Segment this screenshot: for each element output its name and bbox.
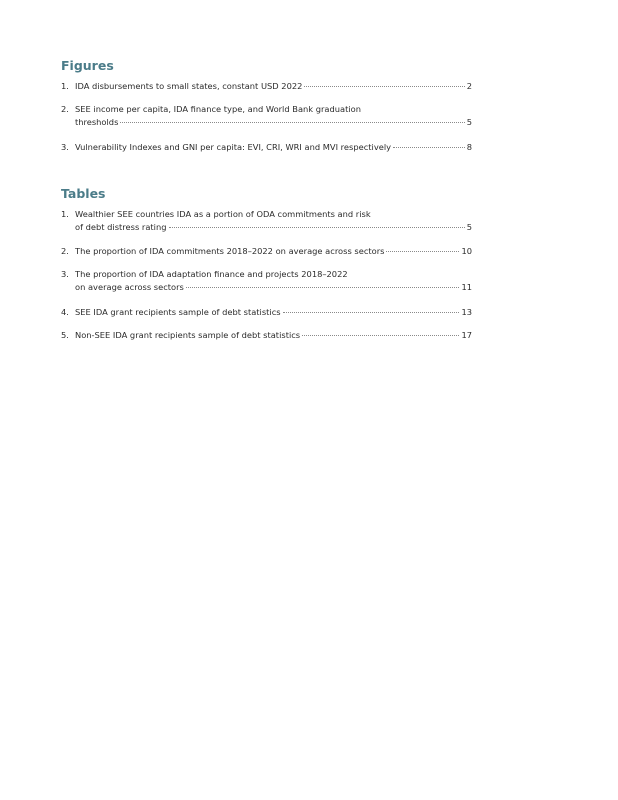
entry-title: The proportion of IDA commitments 2018–2022 on average across sectors xyxy=(75,246,385,256)
table-entry-4[interactable] xyxy=(61,306,472,319)
entry-page-number: 17 xyxy=(461,330,472,340)
dot-leader xyxy=(283,312,460,313)
entry-title: The proportion of IDA adaptation finance and projects 2018–2022 xyxy=(75,269,348,279)
entry-title: Non-SEE IDA grant recipients sample of debt statistics xyxy=(75,330,301,340)
entry-title: Wealthier SEE countries IDA as a portion of ODA commitments and risk xyxy=(75,209,371,219)
entry-page-number: 13 xyxy=(461,307,472,317)
entry-number: 3. xyxy=(61,269,69,279)
figure-entry-1[interactable] xyxy=(61,80,472,93)
dot-leader xyxy=(302,335,459,336)
table-entry-2[interactable] xyxy=(61,245,472,258)
table-entry-1[interactable] xyxy=(61,208,472,234)
dot-leader xyxy=(169,227,465,228)
figure-entry-2[interactable] xyxy=(61,103,472,129)
entry-title-continued: thresholds xyxy=(75,117,119,127)
entry-title-continued: of debt distress rating xyxy=(75,222,167,232)
entry-number: 4. xyxy=(61,307,69,317)
figures-heading: Figures xyxy=(61,58,114,73)
dot-leader xyxy=(386,251,459,252)
entry-number: 1. xyxy=(61,81,69,91)
entry-number: 2. xyxy=(61,246,69,256)
figure-entry-3[interactable] xyxy=(61,141,472,154)
entry-title: SEE income per capita, IDA finance type, and World Bank graduation xyxy=(75,104,362,114)
entry-page-number: 8 xyxy=(466,142,472,152)
entry-page-number: 10 xyxy=(461,246,472,256)
entry-title: Vulnerability Indexes and GNI per capita: EVI, CRI, WRI and MVI respectively xyxy=(75,142,392,152)
dot-leader xyxy=(304,86,464,87)
tables-heading: Tables xyxy=(61,186,106,201)
table-entry-3[interactable] xyxy=(61,268,472,294)
entry-page-number: 2 xyxy=(466,81,472,91)
entry-number: 2. xyxy=(61,104,69,114)
entry-number: 5. xyxy=(61,330,69,340)
entry-page-number: 11 xyxy=(461,282,472,292)
dot-leader xyxy=(120,122,464,123)
entry-title: IDA disbursements to small states, constant USD 2022 xyxy=(75,81,303,91)
entry-title: SEE IDA grant recipients sample of debt statistics xyxy=(75,307,281,317)
entry-number: 3. xyxy=(61,142,69,152)
entry-title-continued: on average across sectors xyxy=(75,282,184,292)
dot-leader xyxy=(186,287,460,288)
entry-page-number: 5 xyxy=(466,117,472,127)
entry-page-number: 5 xyxy=(466,222,472,232)
dot-leader xyxy=(393,147,465,148)
entry-number: 1. xyxy=(61,209,69,219)
table-entry-5[interactable] xyxy=(61,329,472,342)
